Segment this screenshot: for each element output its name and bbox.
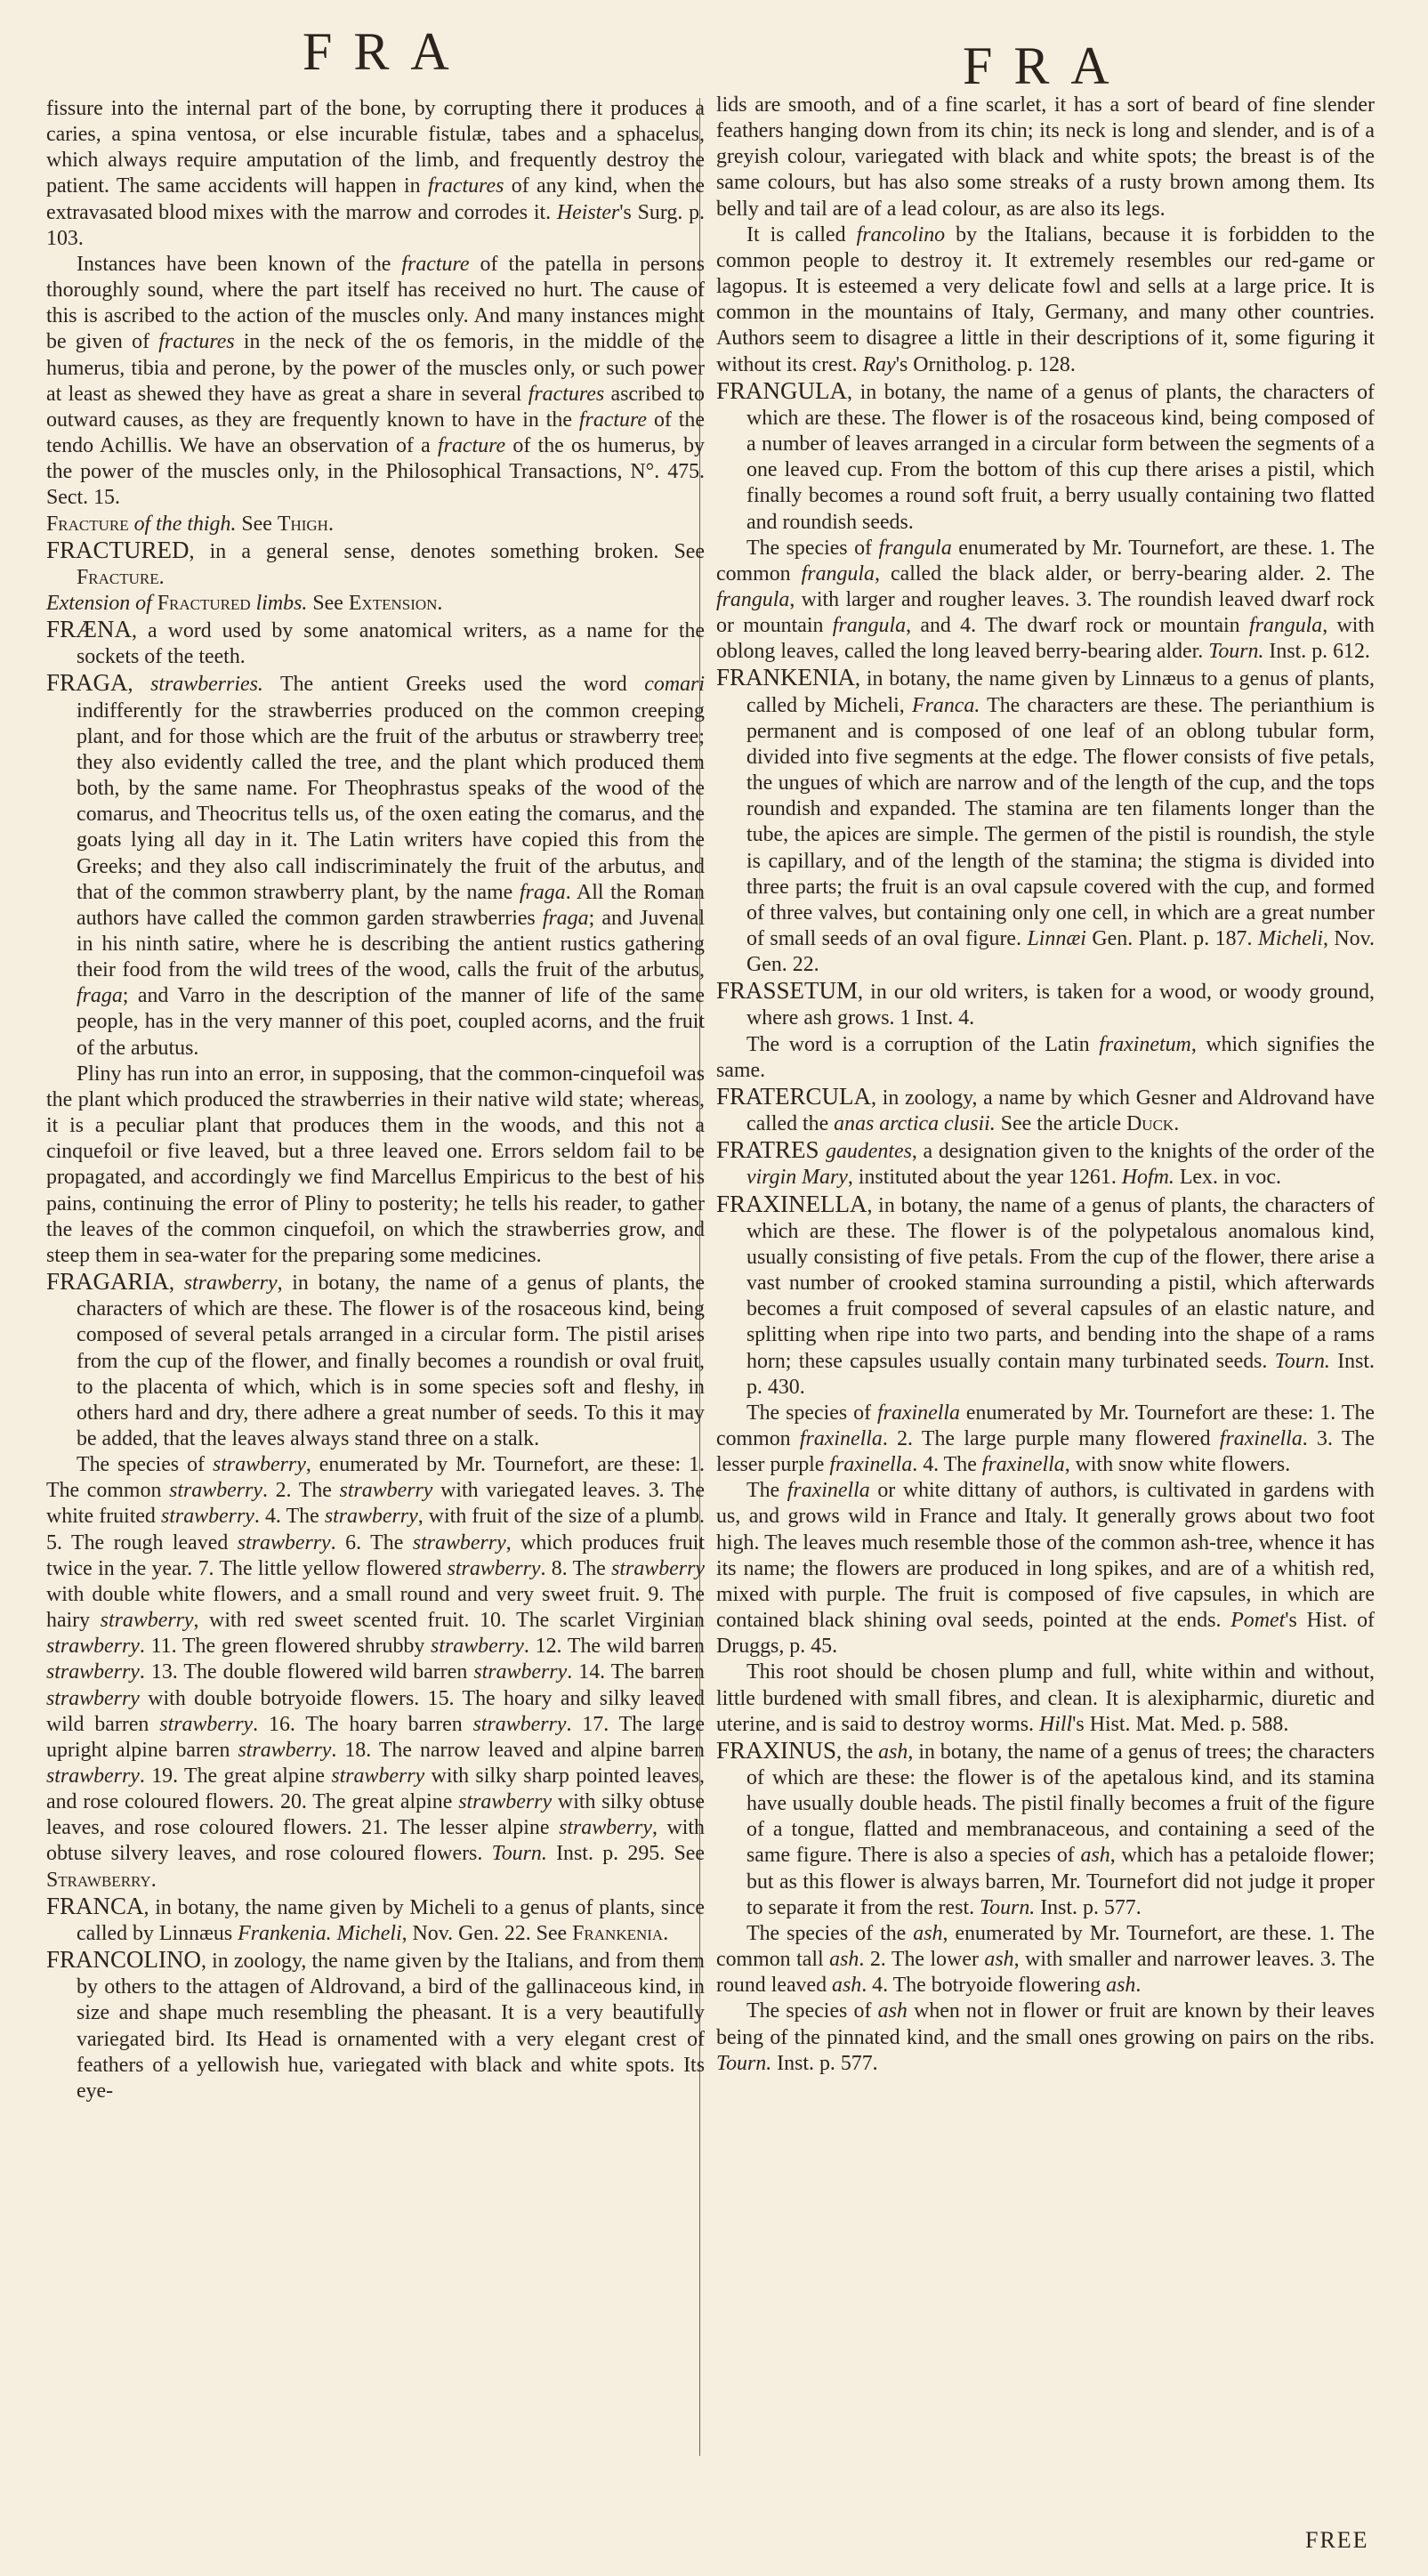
entry-fraxinella-root: This root should be chosen plump and full, white within and without, little burdened with small fibres, and clean. It is alexipharmic, diuretic and uterine, and is said to destroy worms. Hill's Hist. Mat. Med. p. 588. [716,1660,1375,1736]
entry-frangula: FRANGULA, in botany, the name of a genus of plants, the characters of which are these. The flower is of the rosaceous kind, being composed of a number of leaves arranged in a circular form between the segments of a one leaved cup. From the bottom of this cup there arises a pistil, which finally becomes a round soft fruit, a berry usually containing two flatted and roundish seeds. [716,376,1375,534]
entry-fraxinella-species: The species of fraxinella enumerated by Mr. Tournefort are these: 1. The common fraxinella. 2. The large purple many flowered fraxinella. 3. The lesser purple fraxinella. 4. The fraxinella, with snow white flowers. [716,1401,1375,1477]
entry-frangula-species: The species of frangula enumerated by Mr. Tournefort, are these. 1. The common frangula, called the black alder, or berry-bearing alder. 2. The frangula, with larger and rougher leaves. 3. The roundish leaved dwarf rock or mountain frangula, and 4. The dwarf rock or mountain frangula, with oblong leaves, called the long leaved berry-bearing alder. Tourn. Inst. p. 612. [716,536,1376,664]
entry-franca: FRANCA, in botany, the name given by Micheli to a genus of plants, since called by Linnæus Frankenia. Micheli, Nov. Gen. 22. See Frankenia. [46,1892,705,1945]
entry-fraxinus: FRAXINUS, the ash, in botany, the name of a genus of trees; the characters of which are these: the flower is of the apetalous kind, and its stamina have usually double heads. The pistil finally becomes a fruit of the figure of a tongue, flatted and membranaceous, and containing a seed of the same figure. There is also a species of ash, which has a petaloide flower; but as this flower is always barren, Mr. Tournefort did not judge it proper to separate it from the rest. Tourn. Inst. p. 577. [716,1736,1376,1919]
entry-frankenia: FRANKENIA, in botany, the name given by Linnæus to a genus of plants, called by Micheli, Franca. The characters are these. The perianthium is permanent and is composed of one leaf of an oblong tubular form, divided into five segments at the edge. The flower consists of five petals, the ungues of which are narrow and of the length of the cup, and the tops roundish and expanded. The stamina are ten filaments longer than the tube, the apices are simple. The germen of the pistil is roundish, the style is capillary, and of the length of the stamina; the stigma is divided into three parts; the fruit is an oval capsule covered with the cup, and formed of three valves, but containing only one cell, in which are a great number of small seeds of an oval figure. Linnæi Gen. Plant. p. 187. Micheli, Nov. Gen. 22. [716,664,1375,977]
entry-fraxinella-dittany: The fraxinella or white dittany of authors, is cultivated in gardens with us, and grows wild in France and Italy. It generally grows about two foot high. The leaves much resemble those of the common ash-tree, whence it has its name; the flowers are produced in long spikes, and are of a whitish red, mixed with purple. The fruit is composed of five capsules, in which are contained black shining oval seeds, pointed at the ends. Pomet's Hist. of Druggs, p. 45. [716,1479,1376,1659]
entry-frassetum: FRASSETUM, in our old writers, is taken for a wood, or woody ground, where ash grows. 1 Inst. 4. [716,977,1375,1030]
left-column [46,96,705,2104]
entry-fracture-instances: Instances have been known of the fracture of the patella in persons thoroughly sound, where the part itself has received no hurt. The cause of this is ascribed to the action of the muscles only. And many instances might be given of fractures in the neck of the os femoris, in the middle of the humerus, tibia and perone, by the power of the muscles only, or such power at least as shewed they have as great a share in several fractures ascribed to outward causes, as they are frequently known to have in the fracture of the tendo Achillis. We have an observation of a fracture of the os humerus, by the power of the muscles only, in the Philosophical Transactions, N°. 475. Sect. 15. [46,252,706,510]
entry-fracture-of-thigh: Fracture of the thigh. See Thigh. [46,512,334,536]
entry-extension-fractured-limbs: Extension of Fractured limbs. See Extension. [46,591,443,615]
entry-fraena: FRÆNA, a word used by some anatomical writers, as a name for the sockets of the teeth. [46,616,705,669]
running-head-left: FRA [303,22,471,81]
entry-francolino-continued: lids are smooth, and of a fine scarlet, it has a sort of beard of fine slender feathers hanging down from its chin; its neck is long and slender, and is of a greyish colour, variegated with black and white spots; the breast is of the same colours, but has also some streaks of a rusty brown among them. Its belly and tail are of a lead colour, as are also its legs. [716,93,1375,221]
entry-fragaria: FRAGARIA, strawberry, in botany, the name of a genus of plants, the characters of which are these. The flower is of the rosaceous kind, being composed of several petals arranged in a circular form. The pistil arises from the cup of the flower, and finally becomes a roundish or oval fruit, to the placenta of which, which is in some species soft and fleshy, in others hard and dry, there adhere a great number of seeds. To this it may be added, that the leaves always stand three on a stalk. [46,1268,705,1450]
entry-fraxinus-leaves: The species of ash when not in flower or fruit are known by their leaves being of the pinnated kind, and the small ones growing on pairs on the ribs. Tourn. Inst. p. 577. [716,1999,1375,2075]
entry-fratercula: FRATERCULA, in zoology, a name by which Gesner and Aldrovand have called the anas arctica clusii. See the article Duck. [716,1082,1375,1136]
entry-frassetum-word: The word is a corruption of the Latin fraxinetum, which signifies the same. [716,1032,1375,1082]
entry-fratres: FRATRES gaudentes, a designation given to the knights of the order of the virgin Mary, instituted about the year 1261. Hofm. Lex. in voc. [716,1136,1375,1190]
entry-francolino-called: It is called francolino by the Italians, because it is forbidden to the common people to destroy it. It extremely resembles our red-game or lagopus. It is esteemed a very delicate fowl and sells at a large price. It is common in the mountains of Italy, Germany, and many other countries. Authors seem to disagree a little in their descriptions of it, some figuring it without its crest. Ray's Ornitholog. p. 128. [716,222,1375,376]
entry-fraxinus-species: The species of the ash, enumerated by Mr. Tournefort, are these. 1. The common tall ash. 2. The lower ash, with smaller and narrower leaves. 3. The round leaved ash. 4. The botryoide flowering ash. [716,1921,1375,1998]
entry-fractured: FRACTURED, in a general sense, denotes something broken. See Fracture. [46,536,705,589]
catchword: FREE [1305,2527,1369,2553]
entry-fraxinella: FRAXINELLA, in botany, the name of a genus of plants, the characters of which are these. The flower is of the polypetalous anomalous kind, usually consisting of five petals. From the cup of the flower, there arise a vast number of crooked stamina surrounding a pistil, which afterwards becomes a fruit composed of several capsules of an elastic nature, and splitting when ripe into two parts, and bending into the shape of a rams horn; these capsules usually contain many turbinated seeds. Tourn. Inst. p. 430. [716,1190,1375,1399]
entry-fragaria-species: The species of strawberry, enumerated by Mr. Tournefort, are these: 1. The common strawberry. 2. The strawberry with variegated leaves. 3. The white fruited strawberry. 4. The strawberry, with fruit of the size of a plumb. 5. The rough leaved strawberry. 6. The strawberry, which produces fruit twice in the year. 7. The little yellow flowered strawberry. 8. The strawberry with double white flowers, and a small round and very sweet fruit. 9. The hairy strawberry, with red sweet scented fruit. 10. The scarlet Virginian strawberry. 11. The green flowered shrubby strawberry. 12. The wild barren strawberry. 13. The double flowered wild barren strawberry. 14. The barren strawberry with double botryoide flowers. 15. The hoary and silky leaved wild barren strawberry. 16. The hoary barren strawberry. 17. The large upright alpine barren strawberry. 18. The narrow leaved and alpine barren strawberry. 19. The great alpine strawberry with silky sharp pointed leaves, and rose coloured flowers. 20. The great alpine strawberry with silky obtuse leaves, and rose coloured flowers. 21. The lesser alpine strawberry, with obtuse silvery leaves, and rose coloured flowers. Tourn. Inst. p. 295. See Strawberry. [46,1453,706,1892]
entry-fraga: FRAGA, strawberries. The antient Greeks used the word comari indifferently for the strawberries produced on the common creeping plant, and for those which are the fruit of the arbutus or strawberry tree; they also evidently called the tree, and the plant which produced them both, by the same name. For Theophrastus speaks of the wood of the comarus, and Theocritus tells us, of the oxen eating the comarus, and the goats lying all day in it. The Latin writers have copied this from the Greeks; and they also call indiscriminately the fruit of the arbutus, and that of the common strawberry plant, by the name fraga. All the Roman authors have called the common garden strawberries fraga; and Juvenal in his ninth satire, where he is describing the antient rustics gathering their food from the wild trees of the wood, calls the fruit of the arbutus, fraga; and Varro in the description of the manner of life of the same people, has in the very manner of this poet, coupled acorns, and the fruit of the arbutus. [46,669,705,1060]
running-head-right: FRA [963,36,1131,95]
entry-fracture-continued: fissure into the internal part of the bone, by corrupting there it produces a caries, a spina ventosa, or else incurable fistulæ, tabes and a sphacelus, which always require amputation of the limb, and frequently destroy the patient. The same accidents will happen in fractures of any kind, when the extravasated blood mixes with the marrow and corrodes it. Heister's Surg. p. 103. [46,97,705,250]
entry-fraga-pliny: Pliny has run into an error, in supposing, that the common-cinquefoil was the plant which produced the strawberries in their native wild state; whereas, it is a peculiar plant that produces them in the woods, and this not a cinquefoil or five leaved, but a three leaved one. Errors seldom fail to be propagated, and accordingly we find Marcellus Empiricus to the best of his pains, continuing the error of Pliny to posterity; he tells his reader, to gather the leaves of the common cinquefoil, on which the strawberries grow, and steep them in sea-water for the preparing some medicines. [46,1062,705,1267]
right-column [716,93,1375,2077]
entry-francolino: FRANCOLINO, in zoology, the name given by the Italians, and from them by others to the attagen of Aldrovand, a bird of the gallinaceous kind, in size and shape much resembling the pheasant. It is a very beautifully variegated bird. Its Head is ornamented with a very elegant crest of feathers of a yellowish hue, variegated with black and white spots. Its eye- [46,1946,705,2103]
